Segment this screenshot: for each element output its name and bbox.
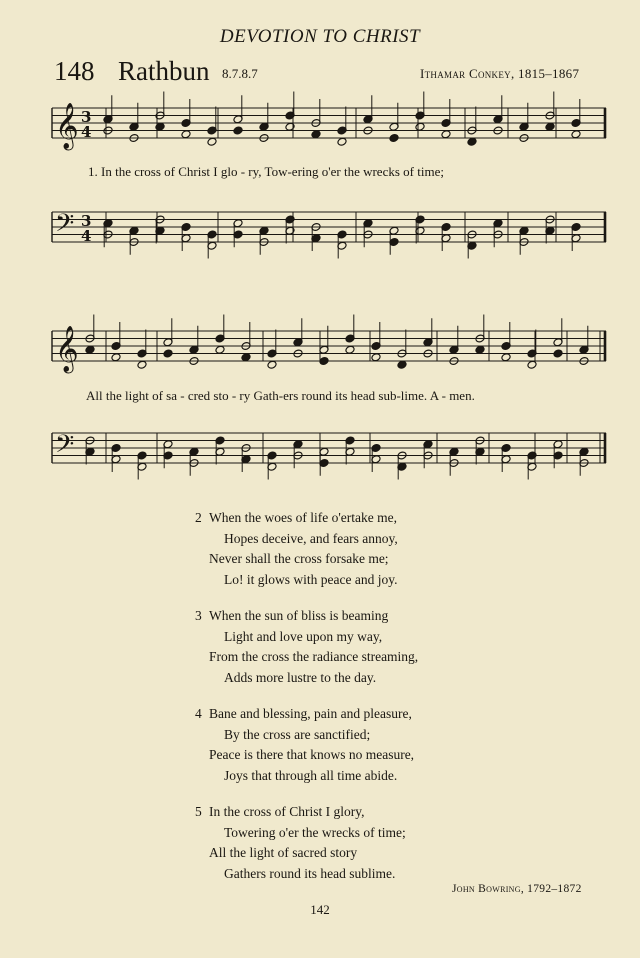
section-title: DEVOTION TO CHRIST [219, 26, 421, 47]
verse-line: Light and love upon my way, [224, 628, 383, 644]
tune-name: Rathbun [118, 56, 210, 86]
verse-line: Never shall the cross forsake me; [209, 551, 389, 566]
note-head [155, 122, 165, 131]
verse-line: When the sun of bliss is beaming [209, 608, 389, 623]
verse-line: From the cross the radiance streaming, [209, 649, 419, 664]
note-head [527, 360, 537, 369]
note-head [501, 353, 511, 362]
verse-line: Lo! it glows with peace and joy. [224, 571, 398, 587]
verse-line: In the cross of Christ I glory, [209, 804, 365, 819]
verse-line: When the woes of life o'ertake me, [209, 510, 397, 525]
verse-line: Gathers round its head sublime. [224, 865, 396, 881]
verse-number: 3 [195, 608, 202, 623]
note-head [241, 353, 251, 362]
time-signature-bottom: 4 [81, 123, 92, 141]
note-head [345, 345, 355, 354]
verse-number: 4 [195, 706, 202, 721]
note-head [85, 345, 95, 354]
verse-line: Bane and blessing, pain and pleasure, [209, 706, 412, 721]
note-head [181, 130, 191, 139]
lyric-line-2: All the light of sa - cred sto - ry Gath-ers round its head sub-lime. A - men. [86, 388, 475, 403]
note-head [371, 353, 381, 362]
note-head [267, 360, 277, 369]
time-signature-top: 3 [81, 108, 92, 126]
time-signature-top: 3 [81, 212, 92, 230]
note-head [415, 122, 425, 131]
verse-number: 2 [195, 510, 202, 525]
note-head [215, 345, 225, 354]
hymn-number: 148 [54, 56, 95, 86]
note-head [337, 137, 347, 146]
time-signature-bottom: 4 [81, 227, 92, 245]
note-head [553, 349, 563, 358]
verse-line: Peace is there that knows no measure, [209, 747, 415, 762]
note-head [397, 360, 407, 369]
verse-line: Hopes deceive, and fears annoy, [224, 530, 398, 546]
treble-clef-icon: 𝄞 [55, 326, 79, 372]
verse-line: Joys that through all time abide. [224, 767, 398, 783]
verse-line: Adds more lustre to the day. [224, 669, 377, 685]
verse-line: All the light of sacred story [209, 845, 358, 860]
verse-line: Towering o'er the wrecks of time; [224, 824, 406, 840]
verse-line: By the cross are sanctified; [224, 726, 371, 742]
note-head [389, 134, 399, 143]
composer-credit: Ithamar Conkey, 1815–1867 [420, 66, 580, 81]
note-head [475, 345, 485, 354]
note-head [137, 360, 147, 369]
note-head [163, 349, 173, 358]
author-credit: John Bowring, 1792–1872 [452, 883, 582, 895]
note-head [571, 130, 581, 139]
verse-number: 5 [195, 804, 202, 819]
bass-clef-icon: 𝄢 [55, 430, 75, 465]
bass-clef-icon: 𝄢 [55, 209, 75, 244]
note-head [545, 122, 555, 131]
note-head [441, 130, 451, 139]
page-number: 142 [310, 902, 330, 917]
note-head [285, 122, 295, 131]
treble-clef-icon: 𝄞 [55, 103, 79, 149]
note-head [311, 130, 321, 139]
note-head [467, 137, 477, 146]
note-head [207, 137, 217, 146]
note-head [233, 126, 243, 135]
lyric-line-1: 1. In the cross of Christ I glo - ry, Tow-ering o'er the wrecks of time; [88, 164, 444, 179]
meter: 8.7.8.7 [222, 66, 258, 81]
note-head [111, 353, 121, 362]
